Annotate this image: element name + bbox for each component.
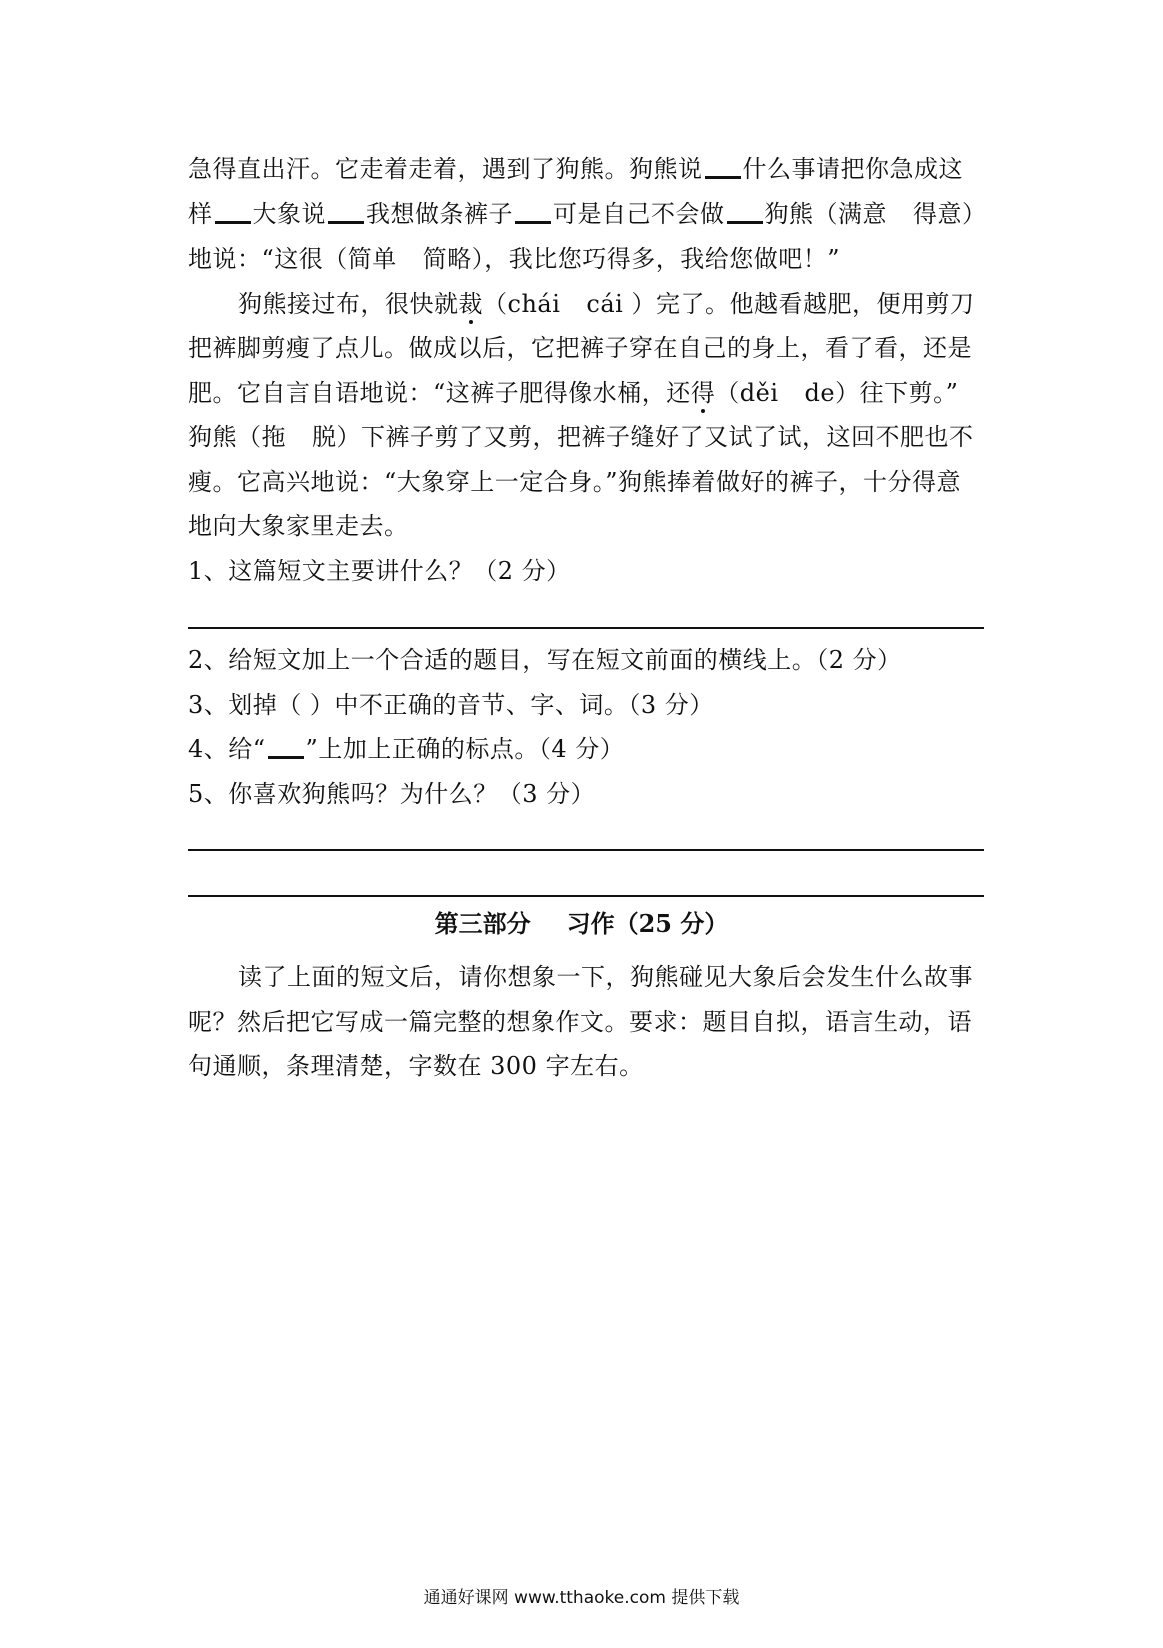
- passage-text: 得意）: [913, 200, 987, 228]
- punctuation-blank: [215, 197, 251, 224]
- punctuation-blank: [328, 197, 364, 224]
- passage-text: cái ）完了。他越看越肥，便用剪刀: [586, 290, 975, 318]
- passage-text: 狗熊（满意: [764, 200, 887, 228]
- passage-text: 样: [188, 200, 213, 228]
- passage-text: 瘦。它高兴地说：“大象穿上一定合身。”狗熊捧着做好的裤子，十分得意: [188, 468, 962, 496]
- section-name: 习作（25 分）: [566, 909, 729, 938]
- pinyin-option: （děi: [715, 379, 779, 407]
- question-text: 4、给“: [188, 735, 266, 763]
- essay-prompt-line-2: 呢？然后把它写成一篇完整的想象作文。要求：题目自拟，语言生动，语: [188, 1008, 972, 1036]
- passage-text: 急得直出汗。它走着走着，遇到了狗熊。狗熊说: [188, 155, 703, 183]
- passage-text: 地向大象家里走去。: [188, 512, 409, 540]
- answer-line[interactable]: [188, 627, 984, 629]
- question-4: [188, 732, 988, 766]
- essay-prompt-line-3: 句通顺，条理清楚，字数在 300 字左右。: [188, 1052, 644, 1080]
- passage-line-4: [238, 287, 988, 321]
- question-3: 3、划掉（ ）中不正确的音节、字、词。（3 分）: [188, 691, 714, 719]
- answer-line[interactable]: [188, 849, 984, 851]
- passage-text: 什么事请把你急成这: [742, 155, 963, 183]
- passage-text: 狗熊（拖: [188, 423, 286, 451]
- punctuation-blank: [515, 197, 551, 224]
- section-heading: [0, 907, 1163, 941]
- passage-text: de）往下剪。”: [804, 379, 959, 407]
- passage-line-7: [188, 420, 988, 454]
- question-text: ”上加上正确的标点。（4 分）: [305, 735, 625, 763]
- passage-line-3: [188, 242, 988, 276]
- question-1: 1、这篇短文主要讲什么？（2 分）: [188, 557, 571, 585]
- passage-text: 把裤脚剪瘦了点儿。做成以后，它把裤子穿在自己的身上，看了看，还是: [188, 334, 972, 362]
- punctuation-blank: [705, 152, 741, 179]
- section-part: 第三部分: [434, 909, 531, 938]
- passage-line-8: [188, 465, 988, 499]
- pinyin-option: （chái: [483, 290, 561, 318]
- passage-line-6: [188, 376, 988, 410]
- passage-text: 可是自己不会做: [553, 200, 725, 228]
- punctuation-blank: [268, 732, 304, 759]
- punctuation-blank: [727, 197, 763, 224]
- passage-line-1: [188, 152, 988, 186]
- question-2: 2、给短文加上一个合适的题目，写在短文前面的横线上。（2 分）: [188, 646, 902, 674]
- passage-text: 地说：“这很（简单: [188, 245, 397, 273]
- passage-line-5: [188, 331, 988, 365]
- emphasis-char: 裁: [458, 290, 483, 318]
- passage-text: 我想做条裤子: [366, 200, 513, 228]
- passage-text: 肥。它自言自语地说：“这裤子肥得像水桶，还: [188, 379, 691, 407]
- passage-text: 简略），我比您巧得多，我给您做吧！”: [422, 245, 841, 273]
- question-5: 5、你喜欢狗熊吗？为什么？（3 分）: [188, 780, 596, 808]
- emphasis-char: 得: [690, 379, 716, 407]
- passage-text: 大象说: [252, 200, 326, 228]
- passage-line-9: [188, 509, 988, 543]
- footer-source: 通通好课网 www.tthaoke.com 提供下载: [423, 1588, 740, 1608]
- answer-line[interactable]: [188, 895, 984, 897]
- passage-line-2: [188, 197, 988, 231]
- essay-prompt-line-1: 读了上面的短文后，请你想象一下，狗熊碰见大象后会发生什么故事: [238, 963, 973, 991]
- passage-text: 脱）下裤子剪了又剪，把裤子缝好了又试了试，这回不肥也不: [312, 423, 974, 451]
- passage-text: 狗熊接过布，很快就: [238, 290, 459, 318]
